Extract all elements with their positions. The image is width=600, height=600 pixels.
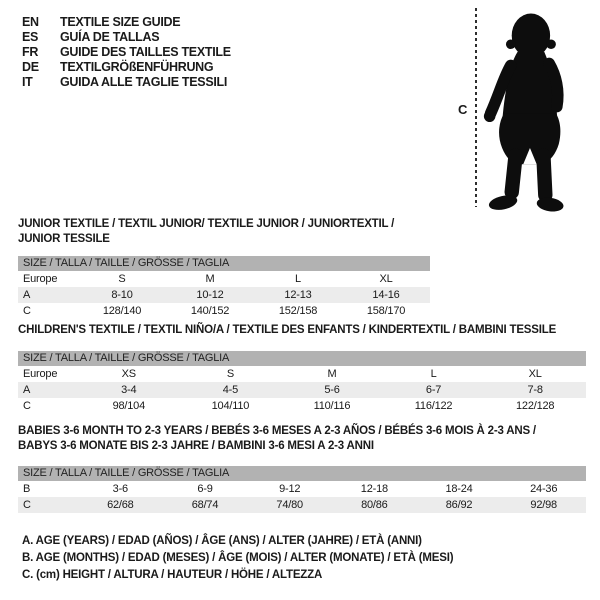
cell-value: 158/170 [366,305,406,317]
size-header-bar: SIZE / TALLA / TAILLE / GRÖSSE / TAGLIA [18,256,430,271]
babies-textile-section [18,424,586,513]
language-code: IT [22,74,33,89]
table-title-line: CHILDREN'S TEXTILE / TEXTIL NIÑO/A / TEXTILE DES ENFANTS / KINDERTEXTIL / BAMBINI TESSILE [18,324,557,336]
junior-table-title [18,217,430,247]
cell-value: 104/110 [211,400,250,412]
language-code: FR [22,44,39,59]
language-row [22,14,231,29]
table-row [18,398,586,414]
height-figure [450,0,600,218]
row-label: A [23,384,31,396]
table-title-line: BABYS 3-6 MONATE BIS 2-3 JAHRE / BAMBINI 3-6 MESI A 2-3 ANNI [18,440,374,452]
junior-table-rows [18,271,430,319]
children-table-rows [18,366,586,414]
language-title: TEXTILGRÖßENFÜHRUNG [60,59,214,74]
language-code: ES [22,29,39,44]
cell-value: 128/140 [102,305,142,317]
row-label: B [23,483,31,495]
cell-value: S [226,368,234,380]
language-row [22,59,231,74]
cell-value: XL [528,368,542,380]
cell-value: 14-16 [372,289,400,301]
table-title-line: BABIES 3-6 MONTH TO 2-3 YEARS / BEBÉS 3-6 MESES A 2-3 AÑOS / BÉBÉS 3-6 MOIS À 2-3 ANS / [18,425,536,437]
cell-value: XS [121,368,136,380]
cell-value: 7-8 [527,384,543,396]
language-list [22,14,231,89]
language-title: GUÍA DE TALLAS [60,29,160,44]
size-header-bar: SIZE / TALLA / TAILLE / GRÖSSE / TAGLIA [18,466,586,481]
table-row [18,382,586,398]
language-title: GUIDA ALLE TAGLIE TESSILI [60,74,228,89]
cell-value: 9-12 [279,483,301,495]
cell-value: 6-9 [197,483,213,495]
row-label: Europe [23,273,58,285]
cell-value: M [327,368,337,380]
babies-table-rows [18,481,586,513]
cell-value: 4-5 [222,384,239,396]
cell-value: L [430,368,437,380]
row-label: C [23,400,31,412]
cell-value: 110/116 [313,400,351,412]
cell-value: 3-6 [112,483,128,495]
junior-textile-section [18,217,430,319]
cell-value: 12-18 [360,483,388,495]
cell-value: M [205,273,215,285]
legend-line: B. AGE (MONTHS) / EDAD (MESES) / ÂGE (MOIS) / ALTER (MONATE) / ETÀ (MESI) [22,552,454,564]
language-title: TEXTILE SIZE GUIDE [60,14,181,29]
cell-value: 10-12 [196,289,224,301]
cell-value: S [118,273,126,285]
row-label: C [23,305,31,317]
row-label: C [23,499,31,511]
cell-value: 6-7 [425,384,442,396]
children-textile-section [18,323,586,414]
cell-value: 24-36 [530,483,558,495]
babies-table-title [18,424,586,454]
table-row [18,271,430,287]
legend-line: A. AGE (YEARS) / EDAD (AÑOS) / ÂGE (ANS) / ALTER (JAHRE) / ETÀ (ANNI) [22,535,422,547]
cell-value: 86/92 [445,499,473,511]
cell-value: 92/98 [530,499,557,511]
language-row [22,44,231,59]
cell-value: 80/86 [361,499,388,511]
toddler-silhouette-icon [481,8,577,213]
cell-value: 116/122 [414,400,453,412]
language-code: EN [22,14,39,29]
size-header-bar: SIZE / TALLA / TAILLE / GRÖSSE / TAGLIA [18,351,586,366]
language-row [22,29,231,44]
legend-line: C. (cm) HEIGHT / ALTURA / HAUTEUR / HÖHE / ALTEZZA [22,569,323,581]
language-row [22,74,231,89]
cell-value: 74/80 [276,499,303,511]
cell-value: 8-10 [111,289,133,301]
table-row [18,497,586,513]
row-label: Europe [23,368,58,380]
table-row [18,287,430,303]
cell-value: 18-24 [445,483,473,495]
row-label: A [23,289,31,301]
cell-value: 12-13 [284,289,312,301]
table-row [18,303,430,319]
cell-value: 140/152 [190,305,230,317]
language-title: GUIDE DES TAILLES TEXTILE [60,44,231,59]
children-size-table [18,351,586,414]
cell-value: 62/68 [107,499,134,511]
junior-size-table [18,256,430,319]
table-row [18,366,586,382]
table-title-line: JUNIOR TEXTILE / TEXTIL JUNIOR/ TEXTILE JUNIOR / JUNIORTEXTIL / JUNIOR TESSILE [18,218,395,245]
cell-value: 152/158 [278,305,318,317]
table-row [18,481,586,497]
cell-value: L [295,273,301,285]
height-dashed-line [475,8,477,207]
legend [22,533,453,584]
cell-value: 5-6 [324,384,340,396]
cell-value: 122/128 [515,400,555,412]
children-table-title [18,323,586,338]
language-code: DE [22,59,39,74]
cell-value: 98/104 [112,400,146,412]
cell-value: XL [379,273,393,285]
cell-value: 68/74 [191,499,219,511]
babies-size-table [18,466,586,513]
cell-value: 3-4 [121,384,137,396]
height-c-label: C [458,102,468,117]
